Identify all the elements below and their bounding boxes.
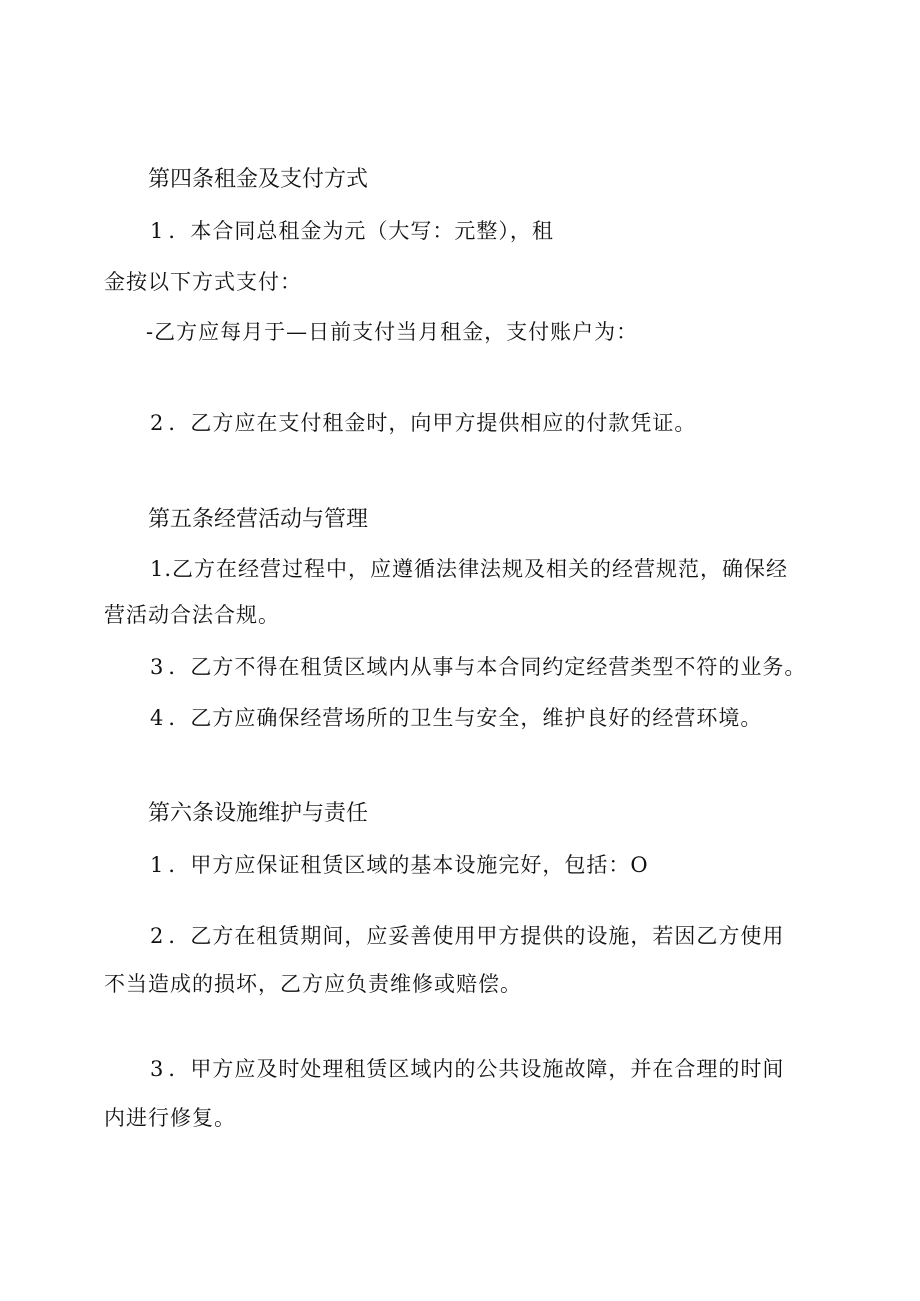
item-text: ．乙方不得在租赁区域内从事与本合同约定经营类型不符的业务。 [168,655,807,679]
item-number: 1 [150,853,165,877]
item-number: 4 [150,706,165,730]
section-4-item-1-cont: 金按以下方式支付： [104,270,302,294]
section-6-title: 第六条设施维护与责任 [148,801,369,826]
item-text: 乙方在经营过程中，应遵循法律法规及相关的经营规范，确保经 [172,557,789,581]
section-6-item-1 [150,851,649,879]
section-5-item-1 [150,555,788,583]
section-4-title: 第四条租金及支付方式 [148,167,369,192]
item-text: ．乙方应确保经营场所的卫生与安全，维护良好的经营环境。 [168,706,763,730]
section-6-item-3-cont: 内进行修复。 [104,1106,236,1130]
item-number: 3 [150,655,165,679]
section-6-item-2-cont: 不当造成的损坏，乙方应负责维修或赔偿。 [104,972,522,996]
section-4-item-1 [150,217,554,245]
item-text: ．本合同总租金为元（大写：元整），租 [168,219,554,243]
section-5-title: 第五条经营活动与管理 [148,507,369,532]
section-5-item-3 [150,653,806,681]
section-4-item-2 [150,409,696,437]
section-6-item-2 [150,922,784,950]
item-number: 1. [150,557,173,581]
item-number: 2 [150,924,165,948]
item-text: ．甲方应及时处理租赁区域内的公共设施故障，并在合理的时间 [168,1057,785,1081]
item-number: 3 [150,1057,165,1081]
item-text: ．甲方应保证租赁区域的基本设施完好，包括：O [168,853,649,877]
item-text: ．乙方在租赁期间，应妥善使用甲方提供的设施，若因乙方使用 [168,924,785,948]
section-6-item-3 [150,1055,784,1083]
section-5-item-4 [150,704,762,732]
section-5-item-1-cont: 营活动合法合规。 [104,603,280,627]
item-number: 1 [150,219,165,243]
section-4-item-bullet: -乙方应每月于—日前支付当月租金，支付账户为： [146,320,639,344]
item-number: 2 [150,411,165,435]
item-text: ．乙方应在支付租金时，向甲方提供相应的付款凭证。 [168,411,697,435]
